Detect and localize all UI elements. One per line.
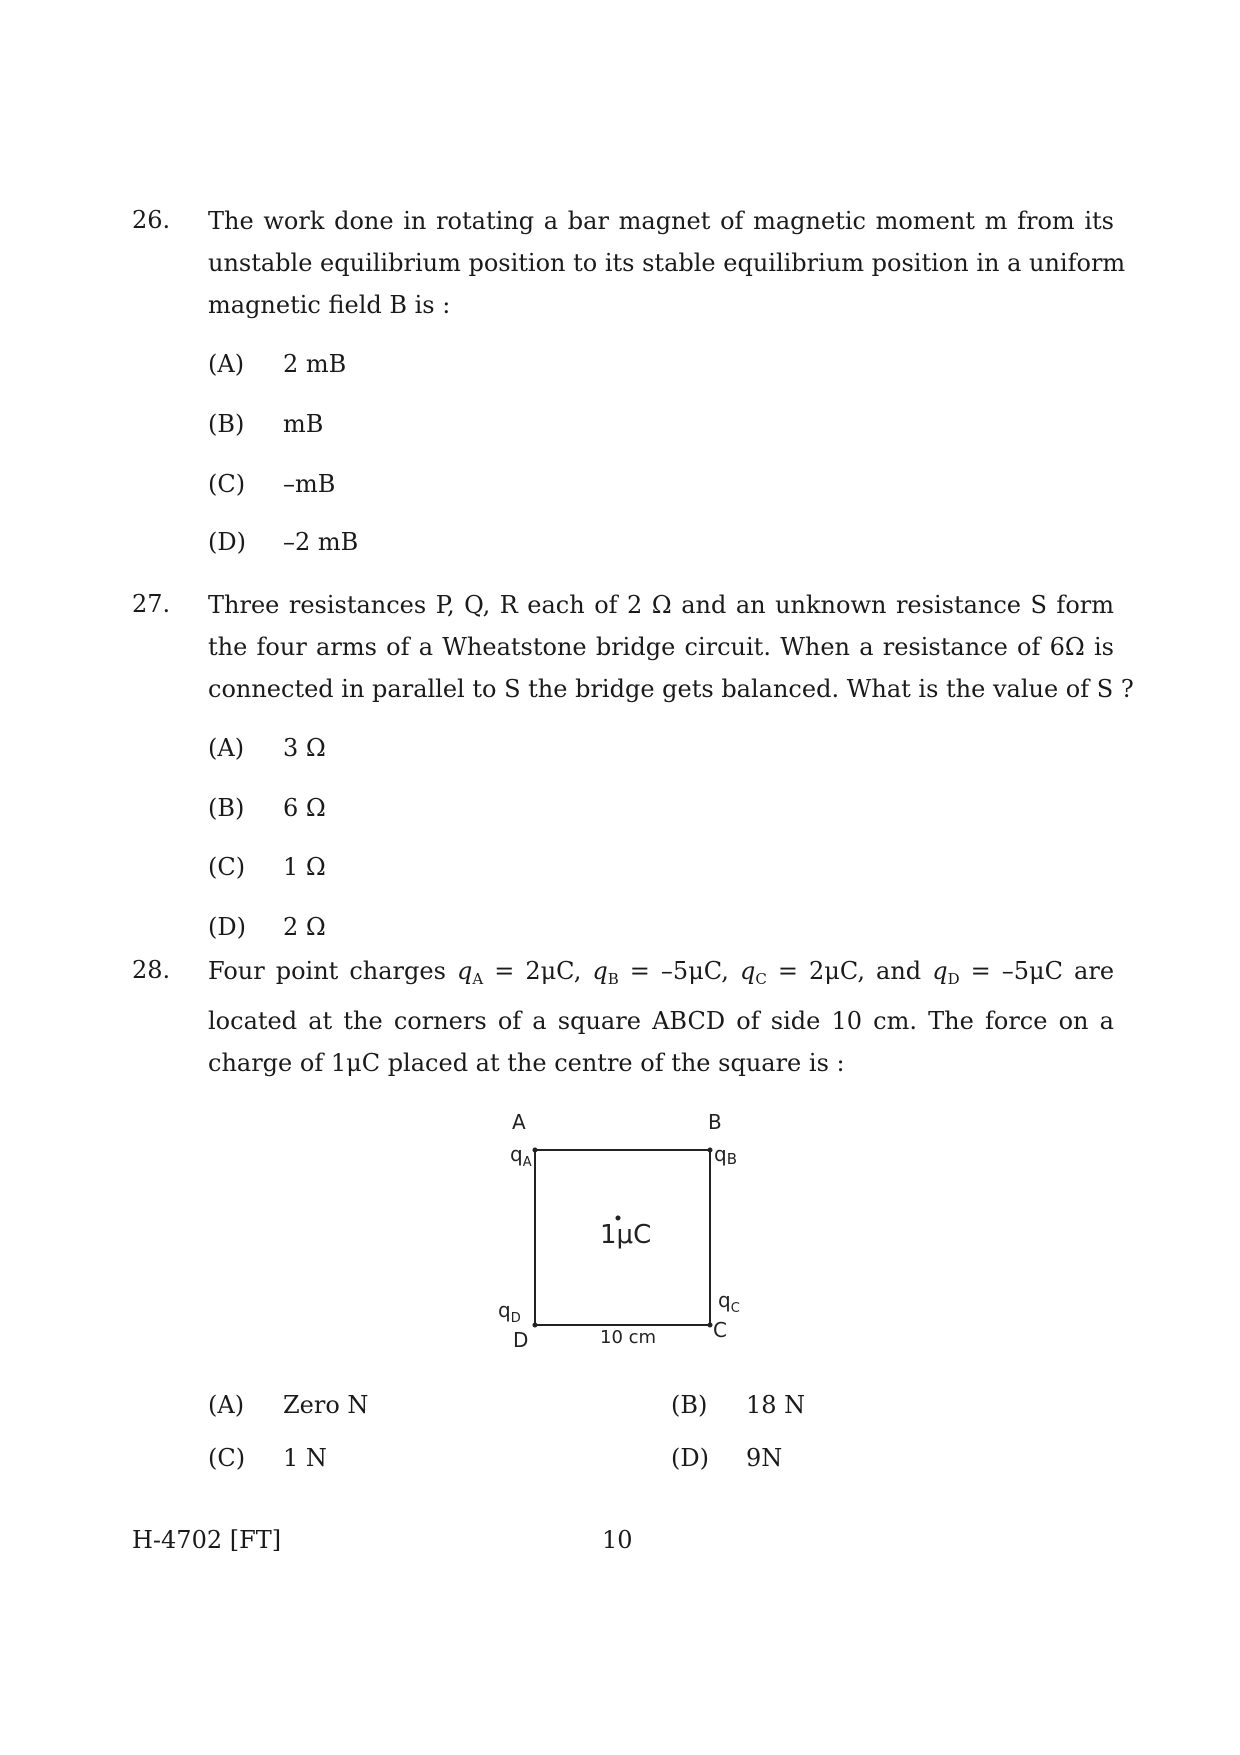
page-number: 10 <box>602 1526 633 1554</box>
corner-dot-b <box>708 1148 713 1153</box>
question-line: connected in parallel to S the bridge gets balanced. What is the value of S ? <box>208 675 1134 703</box>
option-label: (A) <box>208 734 245 762</box>
charge-symbol: q <box>592 957 608 985</box>
question-line: Three resistances P, Q, R each of 2 Ω and an unknown resistance S form <box>208 591 1114 619</box>
corner-label-a: A <box>512 1110 526 1134</box>
option-label: (B) <box>671 1391 708 1419</box>
charge-subscript: D <box>947 970 960 988</box>
charges-lead: Four point charges <box>208 957 446 985</box>
charge-symbol: q <box>739 957 756 985</box>
charge-subscript: A <box>472 970 484 988</box>
option-text: –2 mB <box>283 528 359 556</box>
corner-label-d: D <box>513 1328 529 1352</box>
corner-label-c: C <box>713 1318 727 1342</box>
question-line-1 <box>208 950 1114 1000</box>
option-text: 2 Ω <box>283 913 326 941</box>
corner-label-b: B <box>708 1110 722 1134</box>
option-b <box>208 794 326 822</box>
charge-label-c: $q_C$ <box>718 1288 740 1316</box>
option-label: (D) <box>671 1444 709 1472</box>
question-line: The work done in rotating a bar magnet of magnetic moment m from its <box>208 207 1114 235</box>
charge-subscript: C <box>755 970 767 988</box>
paper-code: H-4702 [FT] <box>132 1526 282 1554</box>
option-text: –mB <box>283 470 336 498</box>
charge-label-d: $q_D$ <box>498 1298 521 1326</box>
option-d <box>671 1444 782 1472</box>
charge-value: = –5μC <box>970 957 1063 985</box>
charge-label-a: $q_A$ <box>510 1142 532 1170</box>
option-text: 3 Ω <box>283 734 326 762</box>
option-label: (B) <box>208 794 245 822</box>
corner-dot-a <box>533 1148 538 1153</box>
option-label: (D) <box>208 528 246 556</box>
charge-label-b: qB <box>714 1142 737 1168</box>
charge-value: = –5μC, <box>629 957 729 985</box>
option-d <box>208 528 358 556</box>
charge-subscript: B <box>607 970 619 988</box>
question-text <box>208 950 1114 1084</box>
option-text: 6 Ω <box>283 794 326 822</box>
conjunction: and <box>876 957 922 985</box>
side-length-label: 10 cm <box>600 1327 657 1348</box>
charge-symbol: q <box>456 957 473 985</box>
corner-dot-d <box>533 1323 538 1328</box>
option-label: (D) <box>208 913 246 941</box>
question-text <box>208 200 1126 326</box>
question-line: charge of 1μC placed at the centre of the square is : <box>208 1049 845 1077</box>
charge-symbol: q <box>932 957 948 985</box>
option-text: 2 mB <box>283 350 347 378</box>
question-line: located at the corners of a square ABCD of side 10 cm. The force on a <box>208 1007 1114 1035</box>
option-label: (B) <box>208 410 245 438</box>
option-b <box>208 410 323 438</box>
option-label: (A) <box>208 1391 245 1419</box>
question-number: 27. <box>132 590 171 618</box>
option-label: (C) <box>208 1444 246 1472</box>
option-text: 9N <box>746 1444 783 1472</box>
square-charges-diagram <box>480 1105 780 1360</box>
option-label: (C) <box>208 470 246 498</box>
corner-dot-c <box>708 1323 713 1328</box>
charge-value: = 2μC, <box>777 957 865 985</box>
option-c <box>208 470 335 498</box>
option-c <box>208 1444 327 1472</box>
option-d <box>208 913 326 941</box>
question-text <box>208 584 1134 710</box>
option-text: mB <box>283 410 324 438</box>
question-line: unstable equilibrium position to its stable equilibrium position in a uniform <box>208 249 1126 277</box>
question-line: the four arms of a Wheatstone bridge circuit. When a resistance of 6Ω is <box>208 633 1114 661</box>
option-text: 18 N <box>746 1391 806 1419</box>
question-number: 28. <box>132 956 171 984</box>
option-c <box>208 853 326 881</box>
option-a <box>208 734 326 762</box>
question-line: magnetic field B is : <box>208 291 451 319</box>
option-label: (A) <box>208 350 245 378</box>
center-charge-label: 1μC <box>600 1220 652 1250</box>
option-text: Zero N <box>283 1391 369 1419</box>
question-number: 26. <box>132 206 171 234</box>
option-text: 1 N <box>283 1444 327 1472</box>
option-label: (C) <box>208 853 246 881</box>
option-b <box>671 1391 805 1419</box>
option-a <box>208 350 346 378</box>
option-text: 1 Ω <box>283 853 326 881</box>
option-a <box>208 1391 368 1419</box>
charge-value: = 2μC, <box>494 957 582 985</box>
charges-tail: are <box>1074 957 1115 985</box>
